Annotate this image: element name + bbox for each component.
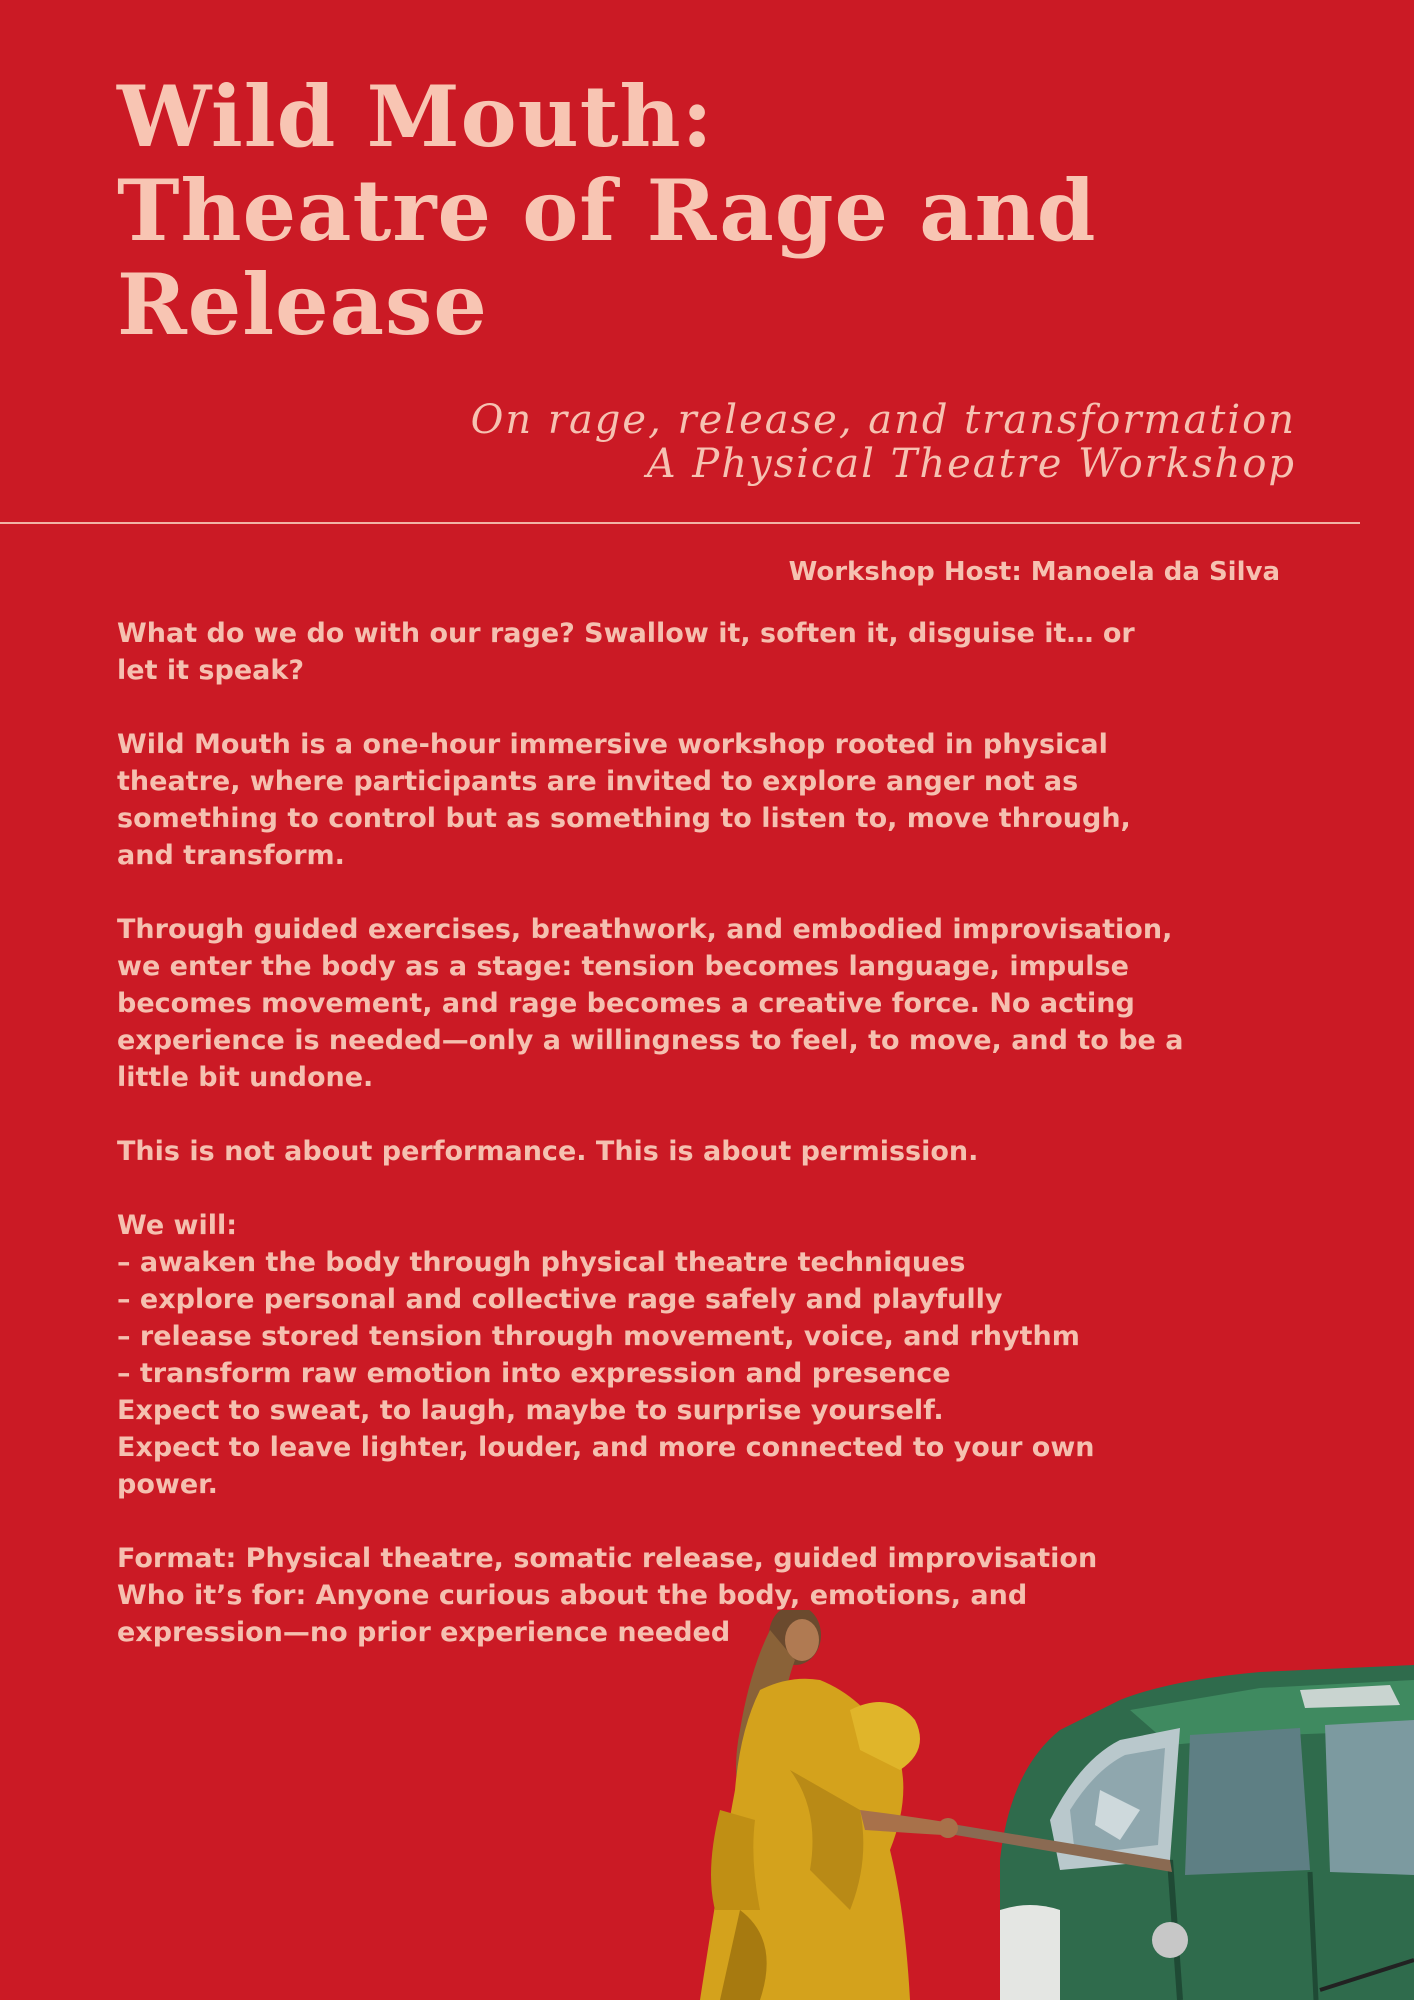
subtitle-line: A Physical Theatre Workshop — [646, 441, 1296, 487]
paragraph-3 — [117, 1133, 1297, 1170]
subtitle-line: On rage, release, and transformation — [470, 397, 1296, 443]
text-line: and transform. — [117, 840, 345, 871]
title-line: Wild Mouth: — [117, 67, 714, 166]
text-line: Who it’s for: Anyone curious about the body, emotions, and — [117, 1580, 1028, 1611]
woman-illustration — [700, 1610, 958, 2000]
title-line: Theatre of Rage and — [117, 161, 1097, 260]
car-illustration — [1000, 1665, 1414, 2000]
text-line: expression—no prior experience needed — [117, 1617, 731, 1648]
list-item: – awaken the body through physical theatre techniques — [117, 1247, 966, 1278]
workshop-description — [117, 615, 1297, 1651]
text-line: Expect to leave lighter, louder, and more connected to your own — [117, 1432, 1095, 1463]
list-item: – transform raw emotion into expression and presence — [117, 1358, 951, 1389]
text-line: experience is needed—only a willingness to feel, to move, and to be a — [117, 1025, 1184, 1056]
paragraph-1 — [117, 726, 1297, 874]
text-line: Format: Physical theatre, somatic release, guided improvisation — [117, 1543, 1098, 1574]
text-line: becomes movement, and rage becomes a creative force. No acting — [117, 988, 1135, 1019]
we-will-list — [117, 1207, 1297, 1503]
text-line: What do we do with our rage? Swallow it, soften it, disguise it… or — [117, 618, 1135, 649]
text-line: We will: — [117, 1210, 238, 1241]
text-line: Wild Mouth is a one-hour immersive workshop rooted in physical — [117, 729, 1108, 760]
workshop-host: Workshop Host: Manoela da Silva — [788, 557, 1280, 587]
intro-paragraph — [117, 615, 1297, 689]
text-line: Expect to sweat, to laugh, maybe to surprise yourself. — [117, 1395, 944, 1426]
list-item: – release stored tension through movement, voice, and rhythm — [117, 1321, 1080, 1352]
photo-woman-with-bat-and-car — [700, 1610, 1414, 2000]
title-line: Release — [117, 255, 488, 354]
text-line: something to control but as something to listen to, move through, — [117, 803, 1131, 834]
text-line: let it speak? — [117, 655, 304, 686]
text-line: theatre, where participants are invited to explore anger not as — [117, 766, 1079, 797]
text-line: Through guided exercises, breathwork, and embodied improvisation, — [117, 914, 1173, 945]
poster-subtitle — [396, 398, 1296, 486]
list-item: – explore personal and collective rage safely and playfully — [117, 1284, 1003, 1315]
text-line: little bit undone. — [117, 1062, 374, 1093]
paragraph-2 — [117, 911, 1297, 1096]
divider — [0, 522, 1360, 524]
text-line: we enter the body as a stage: tension becomes language, impulse — [117, 951, 1129, 982]
poster-title — [117, 67, 1267, 354]
text-line: power. — [117, 1469, 218, 1500]
text-line: This is not about performance. This is about permission. — [117, 1136, 979, 1167]
